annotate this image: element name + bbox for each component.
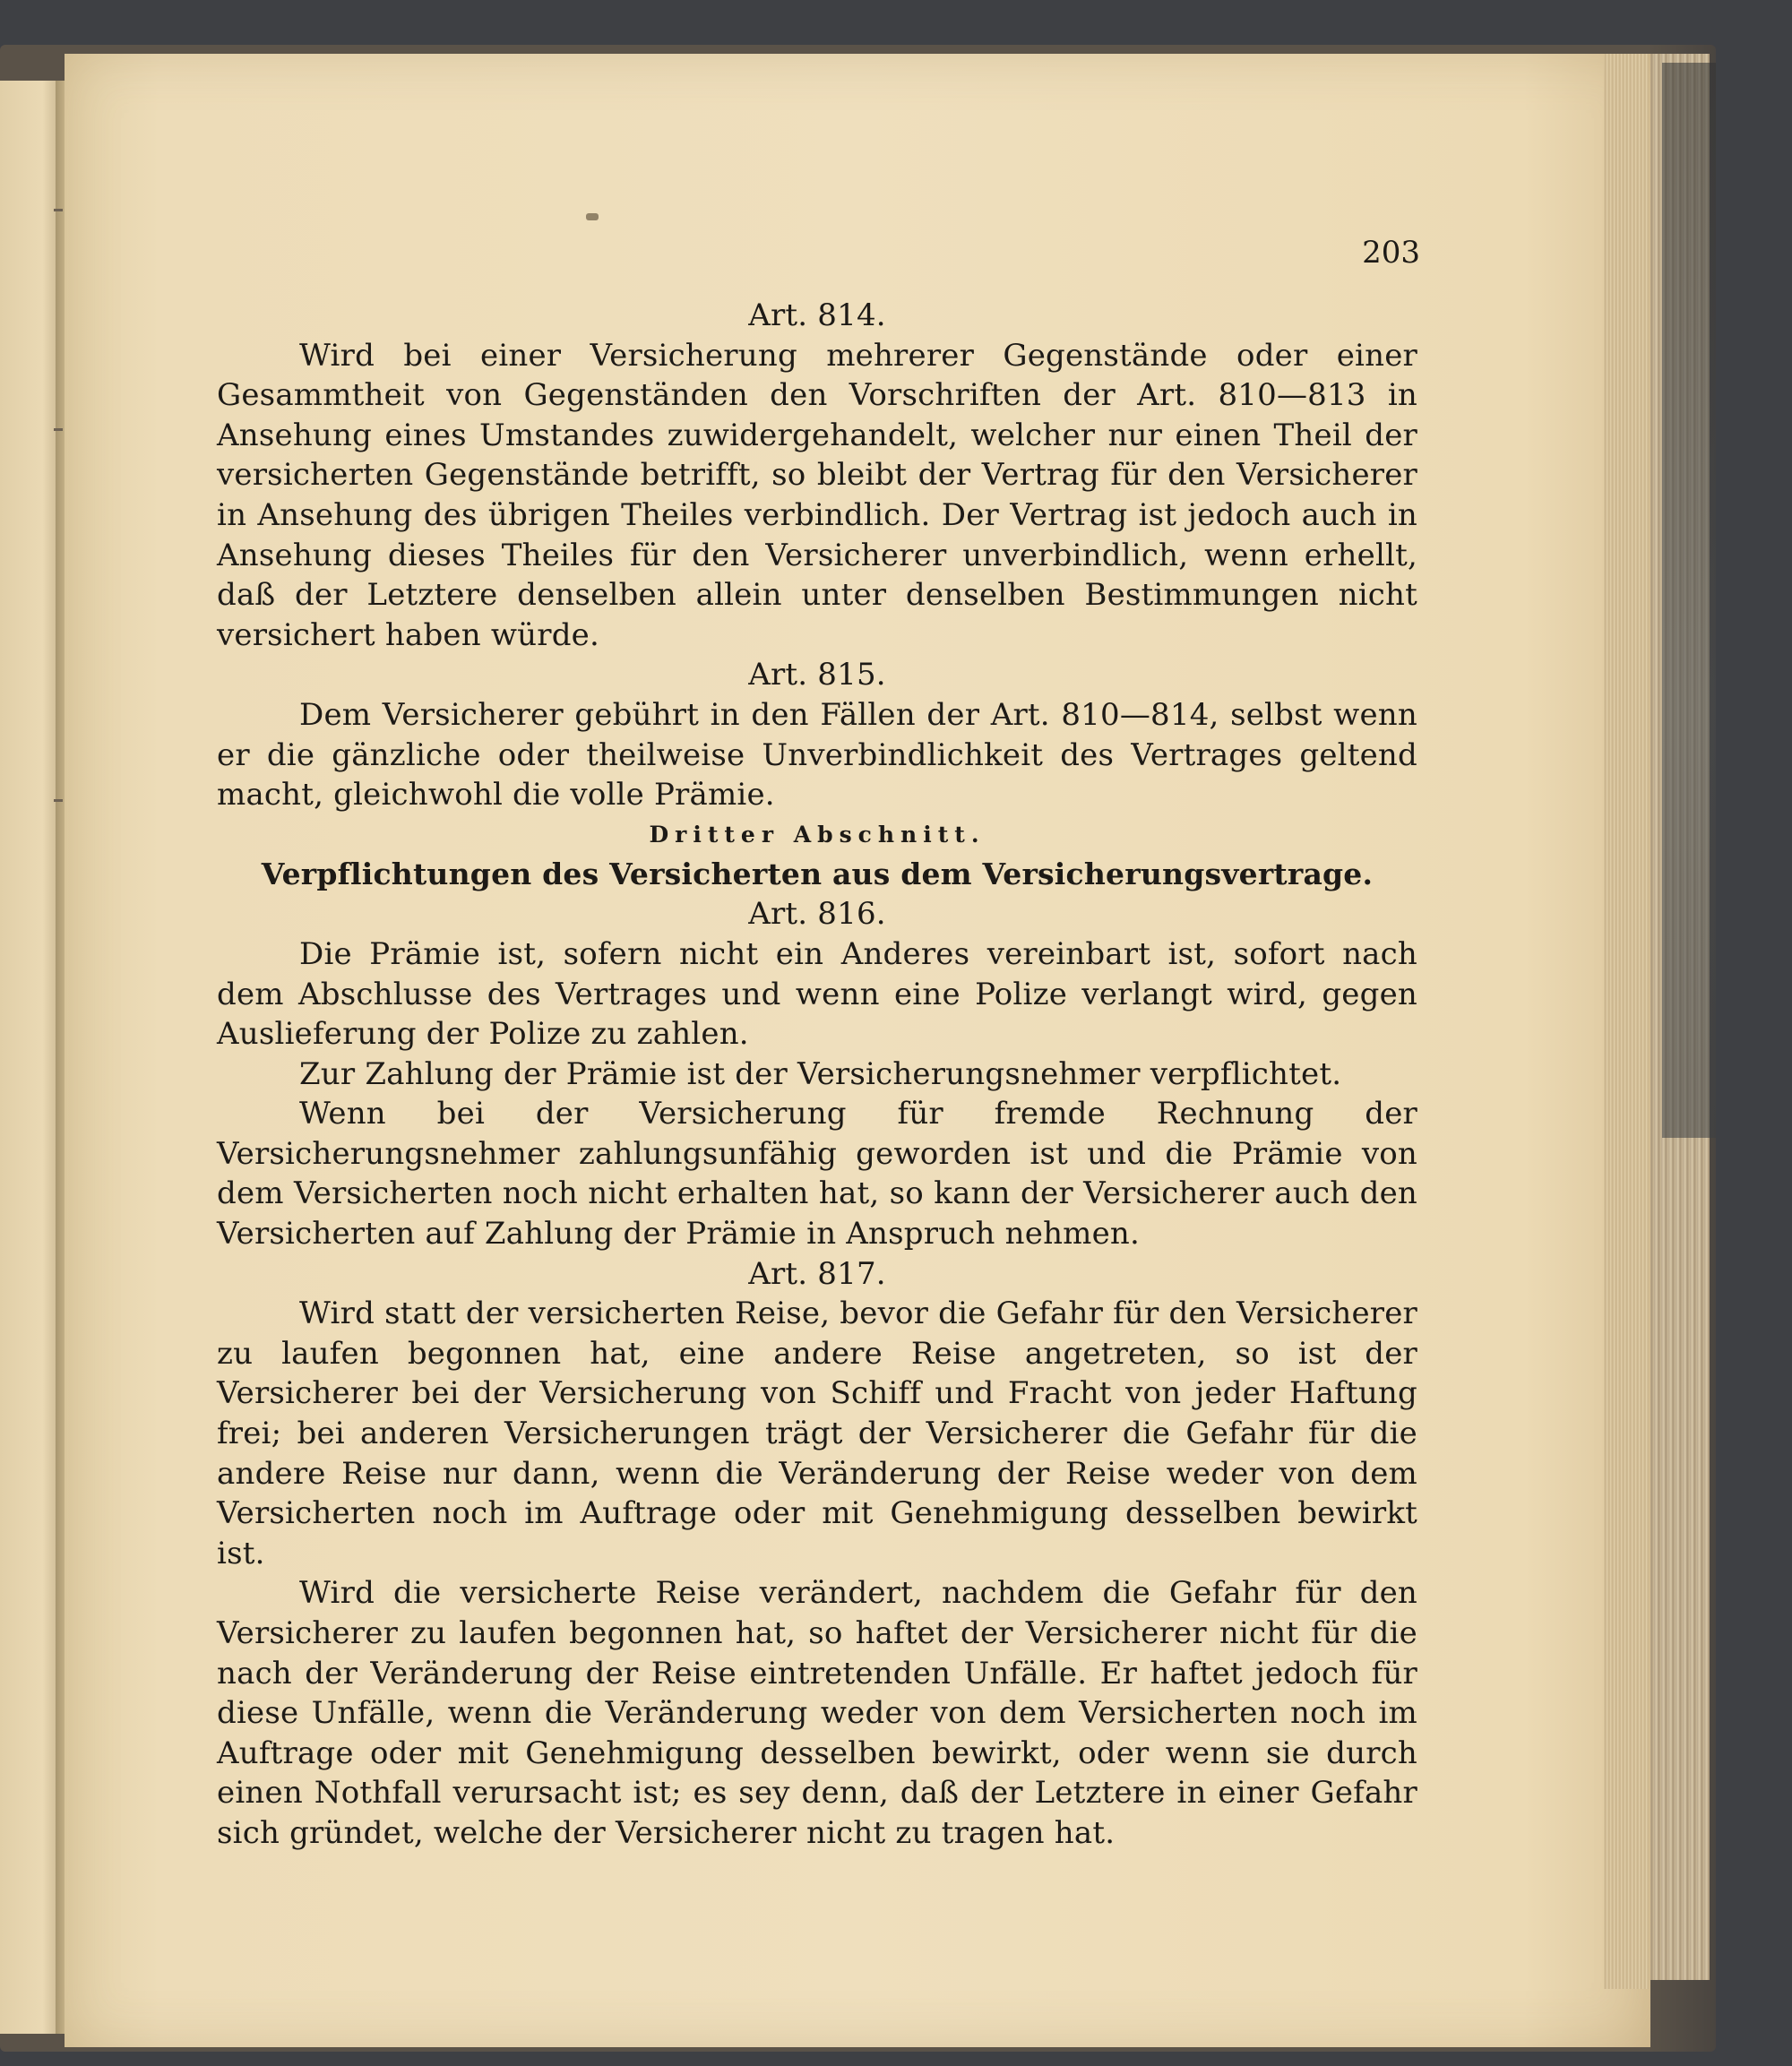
book-spine (1662, 63, 1716, 1138)
article-heading: Art. 816. (748, 896, 886, 933)
margin-mark (54, 209, 63, 211)
paragraph: Wird die versicherte Reise verändert, nachdem die Gefahr für den Versicherer zu laufen begonnen hat, so haftet der Versicherer nicht für die nach der Veränderung der Reise eintretenden Unfälle. Er haftet jedoch für diese Unfälle, wenn die Veränderung weder von dem Versicherten noch im Auftrage oder mit Genehmigung desselben bewirkt, oder wenn sie durch einen Nothfall verursacht ist; es sey denn, daß der Letztere in einer Gefahr sich gründet, welche der Versicherer nicht zu tragen hat. (217, 1575, 1417, 1851)
ink-smudge (586, 213, 599, 220)
margin-mark (54, 428, 63, 431)
article-heading: Art. 817. (748, 1255, 886, 1292)
section-title: Verpflichtungen des Versicherten aus dem Versicherungsvertrage. (261, 856, 1374, 891)
paragraph: Wird bei einer Versicherung mehrerer Gegenstände oder einer Gesammtheit von Gegenständen den Vorschriften der Art. 810—813 in Ansehung eines Umstandes zuwidergehandelt, welcher nur einen Theil der versicherten Gegenstände betrifft, so bleibt der Vertrag für den Versicherer in Ansehung des übrigen Theiles verbindlich. Der Vertrag ist jedoch auch in Ansehung dieses Theiles für den Versicherer unverbindlich, wenn erhellt, daß der Letztere denselben allein unter denselben Bestimmungen nicht versichert haben würde. (217, 337, 1417, 653)
article-heading: Art. 814. (748, 297, 886, 333)
article-heading: Art. 815. (748, 657, 886, 693)
section-heading: Dritter Abschnitt. (649, 821, 986, 848)
page-number: 203 (1362, 235, 1420, 271)
paragraph: Wenn bei der Versicherung für fremde Rechnung der Versicherungsnehmer zahlungsunfähig geworden ist und die Prämie von dem Versicherten noch nicht erhalten hat, so kann der Versicherer auch den Versicherten auf Zahlung der Prämie in Anspruch nehmen. (217, 1096, 1417, 1253)
margin-mark (54, 799, 63, 802)
page-edge (1604, 54, 1649, 1989)
paragraph: Wird statt der versicherten Reise, bevor die Gefahr für den Versicherer zu laufen begonnen hat, eine andere Reise angetreten, so ist der Versicherer bei der Versicherung von Schiff und Fracht von jeder Haftung frei; bei anderen Versicherungen trägt der Versicherer die Gefahr für die andere Reise nur dann, wenn die Veränderung der Reise weder von dem Versicherten noch im Auftrage oder mit Genehmigung desselben bewirkt ist. (217, 1296, 1417, 1571)
paragraph: Zur Zahlung der Prämie ist der Versicherungsnehmer verpflichtet. (299, 1055, 1342, 1092)
facing-page (0, 81, 61, 2034)
page-text (217, 296, 1417, 1854)
paragraph: Dem Versicherer gebührt in den Fällen der Art. 810—814, selbst wenn er die gänzliche oder theilweise Unverbindlichkeit des Vertrages geltend macht, gleichwohl die volle Prämie. (217, 696, 1417, 813)
paragraph: Die Prämie ist, sofern nicht ein Anderes vereinbart ist, sofort nach dem Abschlusse des Vertrages und wenn eine Polize verlangt wird, gegen Auslieferung der Polize zu zahlen. (217, 935, 1417, 1053)
